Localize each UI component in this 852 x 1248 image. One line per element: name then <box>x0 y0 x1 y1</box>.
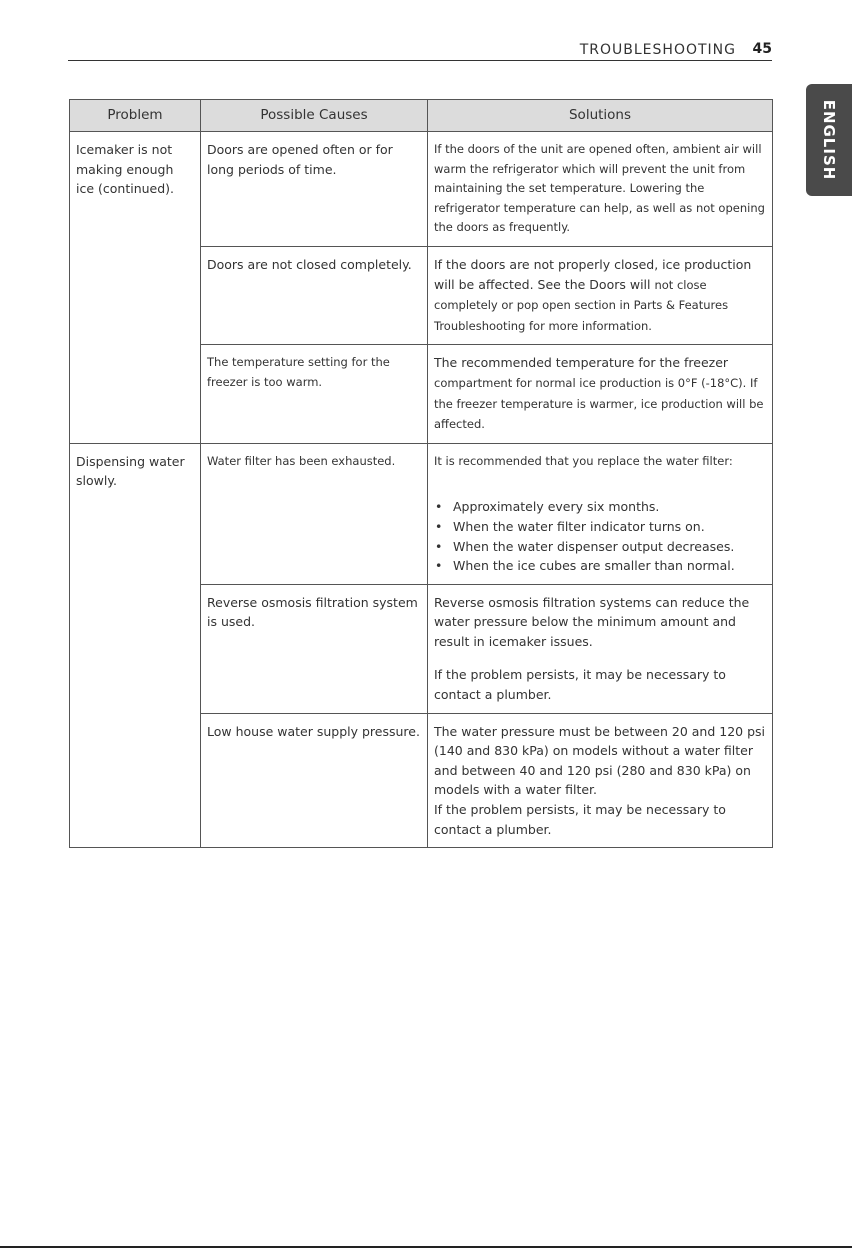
solution-cell <box>428 246 773 344</box>
solution-cell <box>428 584 773 713</box>
bullet-icon: • <box>435 538 443 554</box>
table-row <box>70 132 773 247</box>
solution-text: If the doors are not properly closed, ice production will be affected. See the Doors will <box>434 256 752 292</box>
solution-text-small: compartment for normal ice production is 0°F (-18°C). If the freezer temperature is warmer, ice production will be affected. <box>434 375 764 432</box>
page-number: 45 <box>752 41 772 57</box>
page-header <box>68 38 772 61</box>
language-tab <box>806 84 852 196</box>
solution-cell <box>428 443 773 584</box>
solution-cell <box>428 345 773 443</box>
bullet-icon: • <box>435 518 443 534</box>
table-header-row <box>70 100 773 132</box>
cause-cell: Low house water supply pressure. <box>201 713 428 848</box>
column-header-solutions: Solutions <box>428 100 773 132</box>
cause-cell: The temperature setting for the freezer is too warm. <box>201 345 428 443</box>
list-item <box>434 517 766 537</box>
solution-intro: It is recommended that you replace the water filter: <box>434 453 733 468</box>
cause-cell: Water filter has been exhausted. <box>201 443 428 584</box>
list-item-text: Approximately every six months. <box>453 499 660 515</box>
bullet-icon: • <box>435 558 443 574</box>
list-item-text: When the water dispenser output decreases. <box>453 538 735 554</box>
cause-cell: Doors are not closed completely. <box>201 246 428 344</box>
list-item-text: When the ice cubes are smaller than normal. <box>453 558 735 574</box>
cause-cell: Reverse osmosis filtration system is used. <box>201 584 428 713</box>
column-header-problem: Problem <box>70 100 201 132</box>
solution-text-small: not close completely or pop open section in Parts & Features Troubleshooting for more information. <box>434 277 729 333</box>
solution-text: The recommended temperature for the freezer <box>434 355 729 371</box>
solution-cell <box>428 713 773 848</box>
column-header-causes: Possible Causes <box>201 100 428 132</box>
solution-paragraph: If the problem persists, it may be necessary to contact a plumber. <box>434 802 726 837</box>
list-item <box>434 497 766 517</box>
solution-cell: If the doors of the unit are opened often, ambient air will warm the refrigerator which will prevent the unit from maintaining the set temperature. Lowering the refrigerator temperature can help, as well as not opening the doors as frequently. <box>428 132 773 247</box>
list-item-text: When the water filter indicator turns on. <box>453 518 705 534</box>
problem-cell: Icemaker is not making enough ice (continued). <box>70 132 201 444</box>
problem-cell: Dispensing water slowly. <box>70 443 201 848</box>
cause-cell: Doors are opened often or for long periods of time. <box>201 132 428 247</box>
solution-paragraph: Reverse osmosis filtration systems can reduce the water pressure below the minimum amount and result in icemaker issues. <box>434 594 750 649</box>
language-tab-label: ENGLISH <box>820 99 838 181</box>
section-title: TROUBLESHOOTING <box>579 42 736 58</box>
troubleshooting-table <box>69 99 773 848</box>
bullet-icon: • <box>435 499 443 515</box>
list-item <box>434 537 766 557</box>
solution-paragraph: If the problem persists, it may be necessary to contact a plumber. <box>434 667 726 703</box>
solution-paragraph: The water pressure must be between 20 and 120 psi (140 and 830 kPa) on models without a water filter and between 40 and 120 psi (280 and 830 kPa) on models with a water filter. <box>434 723 766 798</box>
list-item <box>434 556 766 576</box>
table-row <box>70 443 773 584</box>
bullet-list <box>434 497 766 575</box>
